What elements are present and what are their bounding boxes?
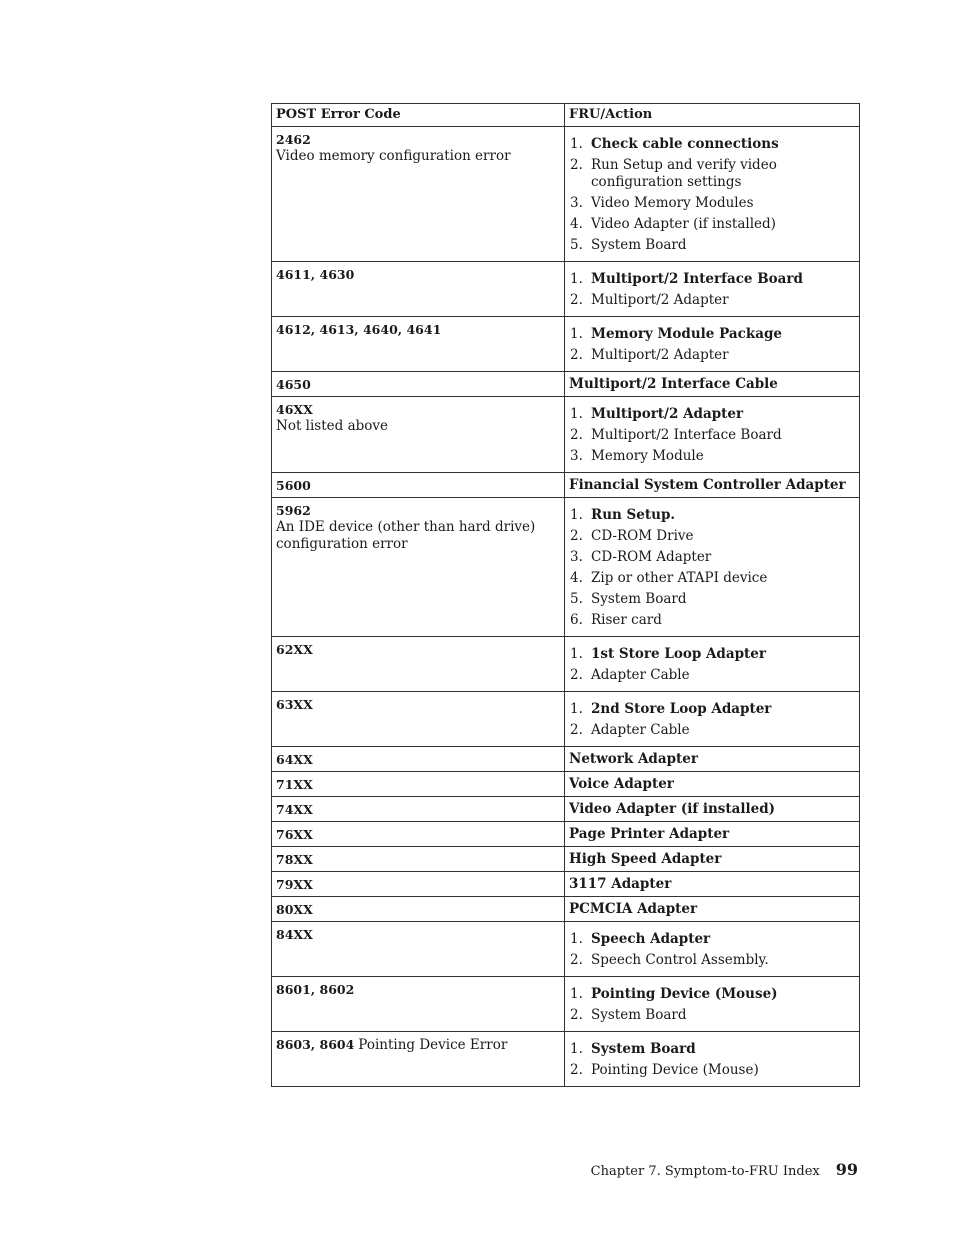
table-row [272, 473, 860, 498]
table-row [272, 822, 860, 847]
fru-action-cell [565, 127, 860, 262]
fru-action-item [569, 326, 855, 343]
item-number: 2. [570, 1007, 583, 1023]
error-code: 5600 [276, 478, 311, 493]
fru-action-list [569, 399, 855, 465]
error-code-cell [272, 897, 565, 922]
fru-action-text: CD-ROM Adapter [591, 549, 712, 565]
fru-action-cell [565, 317, 860, 372]
error-code: 78XX [276, 852, 313, 867]
fru-action-item [569, 507, 855, 524]
fru-action: Page Printer Adapter [569, 826, 730, 842]
fru-action-cell [565, 847, 860, 872]
fru-action-text: 1st Store Loop Adapter [591, 646, 766, 662]
error-code-cell [272, 747, 565, 772]
error-code-cell [272, 847, 565, 872]
item-number: 2. [570, 528, 583, 544]
header-fru-action: FRU/Action [565, 104, 860, 127]
fru-action-text: Adapter Cable [591, 667, 690, 683]
fru-action-cell [565, 637, 860, 692]
item-number: 3. [570, 549, 583, 565]
table-row [272, 872, 860, 897]
table-row [272, 692, 860, 747]
fru-action-list [569, 1034, 855, 1079]
fru-action-text: Multiport/2 Adapter [591, 292, 729, 308]
fru-action-list [569, 500, 855, 629]
fru-action-list [569, 319, 855, 364]
fru-action-item [569, 195, 855, 212]
fru-action-cell [565, 498, 860, 637]
page-number: 99 [835, 1160, 858, 1179]
item-number: 2. [570, 292, 583, 308]
error-code-cell [272, 262, 565, 317]
error-code-cell [272, 473, 565, 498]
fru-action-item [569, 448, 855, 465]
fru-action-text: Run Setup. [591, 507, 676, 523]
error-code: 76XX [276, 827, 313, 842]
item-number: 1. [570, 136, 583, 152]
fru-action-cell [565, 1032, 860, 1087]
error-code-cell [272, 1032, 565, 1087]
fru-action-item [569, 931, 855, 948]
fru-action-item [569, 986, 855, 1003]
fru-action-item [569, 646, 855, 663]
fru-action-cell [565, 397, 860, 473]
table-row [272, 977, 860, 1032]
fru-action-cell [565, 747, 860, 772]
item-number: 2. [570, 157, 583, 173]
error-code-cell [272, 822, 565, 847]
chapter-title: Chapter 7. Symptom-to-FRU Index [590, 1164, 820, 1179]
fru-action-text: 2nd Store Loop Adapter [591, 701, 772, 717]
fru-action: Multiport/2 Interface Cable [569, 376, 778, 392]
fru-action: PCMCIA Adapter [569, 901, 698, 917]
fru-action-list [569, 129, 855, 254]
item-number: 6. [570, 612, 583, 628]
item-number: 2. [570, 427, 583, 443]
item-number: 4. [570, 570, 583, 586]
error-code: 71XX [276, 777, 313, 792]
item-number: 1. [570, 701, 583, 717]
fru-action-cell [565, 897, 860, 922]
fru-action-text: System Board [591, 237, 687, 253]
table-row [272, 797, 860, 822]
fru-action-text: Adapter Cable [591, 722, 690, 738]
table-row [272, 127, 860, 262]
table-row [272, 397, 860, 473]
fru-action-text: Speech Control Assembly. [591, 952, 769, 968]
table-row [272, 1032, 860, 1087]
item-number: 2. [570, 1062, 583, 1078]
table-row [272, 897, 860, 922]
error-description: Not listed above [276, 418, 389, 434]
fru-action-text: System Board [591, 591, 687, 607]
fru-action-text: Multiport/2 Adapter [591, 347, 729, 363]
error-code: 8603, 8604 [276, 1037, 355, 1052]
error-code: 2462 [276, 132, 311, 147]
fru-action-text: Multiport/2 Adapter [591, 406, 744, 422]
fru-action-cell [565, 772, 860, 797]
fru-action-cell [565, 797, 860, 822]
table-row [272, 747, 860, 772]
fru-action-text: Check cable connections [591, 136, 779, 152]
error-code-cell [272, 772, 565, 797]
table-row [272, 847, 860, 872]
error-code: 46XX [276, 402, 313, 417]
error-code: 84XX [276, 927, 313, 942]
fru-action-text: Video Memory Modules [591, 195, 754, 211]
table-row [272, 317, 860, 372]
item-number: 1. [570, 646, 583, 662]
post-error-fru-table [271, 103, 860, 1087]
error-code: 5962 [276, 503, 311, 518]
error-description: Video memory configuration error [276, 148, 511, 164]
table-row [272, 498, 860, 637]
table-body [272, 127, 860, 1087]
item-number: 2. [570, 952, 583, 968]
table-row [272, 637, 860, 692]
table-row [272, 372, 860, 397]
fru-action-item [569, 347, 855, 364]
header-post-error-code: POST Error Code [272, 104, 565, 127]
fru-action-item [569, 667, 855, 684]
error-code: 80XX [276, 902, 313, 917]
error-code: 8601, 8602 [276, 982, 355, 997]
fru-action-item [569, 271, 855, 288]
fru-action-cell [565, 822, 860, 847]
fru-action-item [569, 612, 855, 629]
fru-action-cell [565, 473, 860, 498]
fru-action: High Speed Adapter [569, 851, 722, 867]
fru-action: Network Adapter [569, 751, 698, 767]
fru-action-item [569, 292, 855, 309]
item-number: 2. [570, 667, 583, 683]
fru-action-item [569, 1041, 855, 1058]
error-code-cell [272, 127, 565, 262]
fru-action-text: Multiport/2 Interface Board [591, 427, 782, 443]
fru-action-list [569, 924, 855, 969]
fru-action-item [569, 157, 855, 191]
page-footer [591, 1160, 858, 1179]
fru-action-text: Speech Adapter [591, 931, 711, 947]
fru-action-text: Multiport/2 Interface Board [591, 271, 803, 287]
item-number: 1. [570, 326, 583, 342]
item-number: 5. [570, 237, 583, 253]
fru-action-text: Video Adapter (if installed) [591, 216, 776, 232]
error-code: 62XX [276, 642, 313, 657]
error-code-cell [272, 637, 565, 692]
fru-action-item [569, 570, 855, 587]
error-code: 4650 [276, 377, 311, 392]
fru-action-cell [565, 977, 860, 1032]
fru-action-cell [565, 262, 860, 317]
fru-action-item [569, 406, 855, 423]
fru-action-text: Pointing Device (Mouse) [591, 986, 778, 1002]
fru-action-item [569, 216, 855, 233]
fru-action-item [569, 1007, 855, 1024]
fru-action-text: Memory Module [591, 448, 704, 464]
fru-action: Video Adapter (if installed) [569, 801, 776, 817]
fru-action-cell [565, 872, 860, 897]
fru-action-text: Pointing Device (Mouse) [591, 1062, 759, 1078]
item-number: 5. [570, 591, 583, 607]
error-code: 4611, 4630 [276, 267, 355, 282]
fru-action-list [569, 264, 855, 309]
table-row [272, 922, 860, 977]
fru-action-item [569, 722, 855, 739]
table-row [272, 262, 860, 317]
fru-action-list [569, 979, 855, 1024]
error-code-cell [272, 922, 565, 977]
table-row [272, 772, 860, 797]
error-description: Pointing Device Error [358, 1037, 508, 1053]
fru-action-text: Riser card [591, 612, 662, 628]
fru-action-item [569, 701, 855, 718]
error-code-cell [272, 498, 565, 637]
fru-action-text: CD-ROM Drive [591, 528, 694, 544]
error-code: 79XX [276, 877, 313, 892]
item-number: 3. [570, 195, 583, 211]
fru-action-text: System Board [591, 1007, 687, 1023]
fru-action-text: System Board [591, 1041, 696, 1057]
fru-action-item [569, 237, 855, 254]
fru-action-text: Zip or other ATAPI device [591, 570, 768, 586]
error-code: 4612, 4613, 4640, 4641 [276, 322, 442, 337]
error-code: 74XX [276, 802, 313, 817]
fru-action-text: Memory Module Package [591, 326, 782, 342]
fru-action-cell [565, 922, 860, 977]
error-code-cell [272, 372, 565, 397]
error-code-cell [272, 872, 565, 897]
error-code-cell [272, 692, 565, 747]
fru-action-cell [565, 372, 860, 397]
fru-action-list [569, 639, 855, 684]
error-code-cell [272, 797, 565, 822]
fru-action-list [569, 694, 855, 739]
error-code-cell [272, 317, 565, 372]
item-number: 1. [570, 406, 583, 422]
item-number: 1. [570, 986, 583, 1002]
item-number: 4. [570, 216, 583, 232]
error-description: An IDE device (other than hard drive) configuration error [276, 519, 536, 552]
fru-action-item [569, 549, 855, 566]
fru-action-text: Run Setup and verify video configuration settings [591, 157, 777, 190]
table-header-row [272, 104, 860, 127]
fru-action-item [569, 1062, 855, 1079]
item-number: 2. [570, 347, 583, 363]
fru-action: 3117 Adapter [569, 876, 672, 892]
item-number: 1. [570, 931, 583, 947]
item-number: 1. [570, 507, 583, 523]
fru-action-cell [565, 692, 860, 747]
fru-action-item [569, 136, 855, 153]
fru-action-item [569, 528, 855, 545]
item-number: 1. [570, 1041, 583, 1057]
error-code-cell [272, 977, 565, 1032]
error-code: 63XX [276, 697, 313, 712]
fru-action-item [569, 591, 855, 608]
fru-action: Financial System Controller Adapter [569, 477, 846, 493]
fru-action-item [569, 427, 855, 444]
item-number: 2. [570, 722, 583, 738]
error-code: 64XX [276, 752, 313, 767]
fru-action-item [569, 952, 855, 969]
error-code-cell [272, 397, 565, 473]
item-number: 3. [570, 448, 583, 464]
fru-action: Voice Adapter [569, 776, 674, 792]
item-number: 1. [570, 271, 583, 287]
